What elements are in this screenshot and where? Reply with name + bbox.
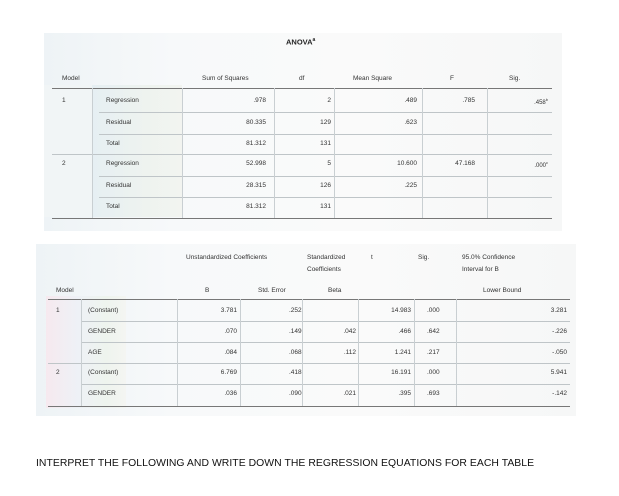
coef-col-rule [81, 299, 82, 406]
coef-b-value: .084 [224, 349, 237, 356]
coef-beta-value: .112 [343, 349, 356, 356]
anova-header-sig: Sig. [509, 75, 521, 82]
coef-bottom-rule [48, 406, 570, 407]
coef-header-sig: Sig. [418, 254, 430, 261]
coef-t-value: .466 [398, 328, 411, 335]
anova-row-rule [99, 176, 552, 177]
anova-row-label: Residual [106, 119, 132, 126]
coef-col-rule [414, 299, 415, 406]
coef-t-value: 1.241 [394, 349, 411, 356]
coef-row-rule [81, 321, 570, 322]
coef-row-label: AGE [88, 349, 102, 356]
anova-ms-value: .489 [404, 97, 417, 104]
anova-ss-value: 52.998 [246, 160, 266, 167]
coef-row-rule [81, 342, 570, 343]
coef-header-b: B [205, 287, 210, 294]
anova-title: ANOVA$^a$ [286, 37, 316, 47]
anova-df-value: 2 [327, 97, 331, 104]
anova-ms-value: 10.600 [397, 160, 417, 167]
anova-df-value: 131 [320, 140, 331, 147]
coef-se-value: .252 [289, 307, 302, 314]
coef-row-rule [81, 384, 570, 385]
anova-f-value: .785 [462, 97, 475, 104]
coef-header-beta: Beta [328, 287, 342, 294]
coef-lb-value: -.226 [552, 328, 567, 335]
anova-col-rule [274, 88, 275, 218]
coef-header-t: t [371, 254, 373, 261]
coef-row-label: (Constant) [88, 369, 119, 376]
coef-lb-value: -.050 [552, 349, 567, 356]
coef-b-value: 6.769 [220, 369, 237, 376]
coef-header-ci-interval: Interval for B [462, 266, 499, 273]
coef-se-value: .418 [289, 369, 302, 376]
coef-t-value: 16.191 [391, 369, 411, 376]
coef-beta-value: .021 [343, 390, 356, 397]
anova-col-rule [92, 88, 93, 218]
coef-sig-value: .217 [427, 349, 440, 356]
anova-header-model: Model [62, 75, 80, 82]
coef-b-value: .036 [224, 390, 237, 397]
anova-f-value: 47.168 [455, 160, 475, 167]
anova-model-shading [44, 85, 92, 217]
coef-lb-value: 5.941 [550, 369, 567, 376]
anova-df-value: 131 [320, 203, 331, 210]
anova-col-rule [422, 88, 423, 218]
anova-row-rule [99, 134, 552, 135]
anova-header-ms: Mean Square [353, 75, 393, 82]
anova-header-df: df [299, 75, 305, 82]
coef-header-unstandardized: Unstandardized Coefficients [186, 254, 268, 261]
anova-table [44, 33, 562, 231]
anova-row-rule [52, 154, 552, 155]
anova-col-rule [182, 88, 183, 218]
coef-beta-value: .042 [343, 328, 356, 335]
coef-header-ci: 95.0% Confidence [462, 254, 516, 261]
instruction-text: INTERPRET THE FOLLOWING AND WRITE DOWN THE REGRESSION EQUATIONS FOR EACH TABLE [36, 458, 535, 469]
anova-model-number: 2 [62, 160, 66, 167]
coef-col-rule [177, 299, 178, 406]
anova-ss-value: 81.312 [246, 140, 266, 147]
coefficients-table [36, 244, 576, 416]
coef-sig-value: .000 [427, 307, 440, 314]
coef-row-label: GENDER [88, 390, 116, 397]
coef-sig-value: .642 [427, 328, 440, 335]
coef-row-label: GENDER [88, 328, 116, 335]
anova-row-rule [99, 112, 552, 113]
coef-row-label: (Constant) [88, 307, 119, 314]
anova-header-ss: Sum of Squares [202, 75, 249, 82]
coef-header-rule [48, 299, 570, 300]
anova-col-rule [487, 88, 488, 218]
coef-header-coefficients: Coefficients [307, 266, 341, 273]
coef-header-lower-bound: Lower Bound [483, 287, 522, 294]
anova-ss-value: 28.315 [246, 182, 266, 189]
anova-row-label: Residual [106, 182, 132, 189]
coef-col-rule [240, 299, 241, 406]
anova-ss-value: 80.335 [246, 119, 266, 126]
anova-ms-value: .225 [404, 182, 417, 189]
coef-t-value: .395 [398, 390, 411, 397]
anova-row-label: Total [106, 203, 120, 210]
anova-header-rule [52, 88, 552, 89]
coef-col-rule [358, 299, 359, 406]
anova-df-value: 126 [320, 182, 331, 189]
anova-row-rule [99, 197, 552, 198]
anova-row-label: Regression [106, 160, 139, 167]
anova-bottom-rule [52, 218, 552, 219]
coef-se-value: .090 [289, 390, 302, 397]
coef-model-number: 2 [56, 369, 60, 376]
anova-col-rule [334, 88, 335, 218]
anova-header-f: F [450, 75, 454, 82]
anova-df-value: 129 [320, 119, 331, 126]
coef-sig-value: .000 [427, 369, 440, 376]
coef-b-value: 3.781 [220, 307, 237, 314]
coef-t-value: 14.983 [391, 307, 411, 314]
anova-row-label: Regression [106, 97, 139, 104]
coef-col-rule [302, 299, 303, 406]
anova-sig-value: .458$^b$ [534, 97, 548, 106]
anova-ms-value: .623 [404, 119, 417, 126]
anova-model-number: 1 [62, 97, 66, 104]
coef-se-value: .068 [289, 349, 302, 356]
coef-col-rule [456, 299, 457, 406]
anova-ss-value: 81.312 [246, 203, 266, 210]
coef-model-number: 1 [56, 307, 60, 314]
coef-header-model: Model [56, 287, 74, 294]
coef-header-standardized: Standardized [307, 254, 346, 261]
coef-row-rule [48, 363, 570, 364]
anova-ss-value: .978 [253, 97, 266, 104]
coef-b-value: .070 [224, 328, 237, 335]
coef-se-value: .149 [289, 328, 302, 335]
anova-df-value: 5 [327, 160, 331, 167]
coef-lb-value: 3.281 [550, 307, 567, 314]
anova-row-label: Total [106, 140, 120, 147]
coef-header-std-error: Std. Error [258, 287, 286, 294]
coef-sig-value: .693 [427, 390, 440, 397]
coef-lb-value: -.142 [552, 390, 567, 397]
anova-sig-value: .000$^c$ [534, 160, 548, 169]
